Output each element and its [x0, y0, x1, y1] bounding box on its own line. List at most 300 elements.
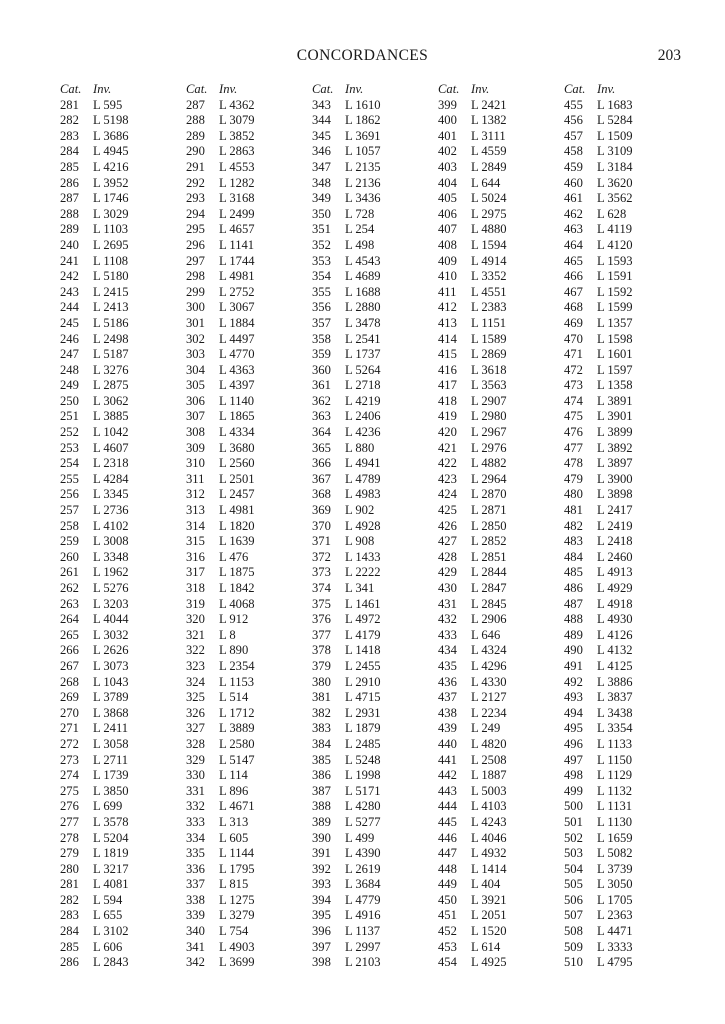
cat-number: 267	[60, 658, 79, 673]
concordance-row	[438, 690, 558, 706]
concordance-row	[312, 378, 432, 394]
column-header	[186, 82, 306, 98]
cat-number: 282	[60, 892, 79, 907]
inv-number: L 3008	[93, 534, 129, 549]
concordance-row	[564, 737, 684, 753]
concordance-row	[564, 144, 684, 160]
concordance-row	[186, 98, 306, 114]
inv-number: L 1144	[219, 846, 255, 861]
inv-number: L 2752	[219, 284, 255, 299]
inv-number: L 4981	[219, 503, 255, 518]
cat-number: 399	[438, 97, 457, 112]
cat-number: 396	[312, 924, 331, 939]
cat-number: 380	[312, 674, 331, 689]
cat-number: 347	[312, 159, 331, 174]
inv-number: L 2863	[219, 144, 255, 159]
inv-number: L 3333	[597, 939, 633, 954]
concordance-row	[564, 659, 684, 675]
inv-number: L 5284	[597, 113, 633, 128]
concordance-row	[186, 363, 306, 379]
concordance-row	[60, 581, 180, 597]
concordance-row	[60, 908, 180, 924]
inv-number: L 1140	[219, 393, 255, 408]
concordance-row	[186, 908, 306, 924]
concordance-row	[186, 628, 306, 644]
concordance-row	[312, 409, 432, 425]
concordance-row	[186, 441, 306, 457]
concordance-row	[564, 846, 684, 862]
inv-number: L 1357	[597, 315, 633, 330]
concordance-column	[312, 82, 432, 971]
cat-number: 337	[186, 877, 205, 892]
inv-number: L 4930	[597, 612, 633, 627]
inv-number: L 1589	[471, 331, 507, 346]
cat-number: 284	[60, 924, 79, 939]
cat-number: 352	[312, 237, 331, 252]
inv-number: L 1520	[471, 924, 507, 939]
inv-number: L 3109	[597, 144, 633, 159]
cat-number: 412	[438, 300, 457, 315]
concordance-row	[60, 503, 180, 519]
concordance-row	[438, 113, 558, 129]
concordance-row	[312, 877, 432, 893]
cat-number: 442	[438, 768, 457, 783]
concordance-row	[186, 191, 306, 207]
cat-number: 459	[564, 159, 583, 174]
concordance-row	[312, 144, 432, 160]
cat-number: 363	[312, 409, 331, 424]
cat-number: 354	[312, 269, 331, 284]
inv-number: L 3684	[345, 877, 381, 892]
concordance-row	[438, 815, 558, 831]
concordance-row	[438, 98, 558, 114]
cat-number: 450	[438, 892, 457, 907]
concordance-row	[186, 519, 306, 535]
concordance-row	[438, 659, 558, 675]
concordance-row	[312, 908, 432, 924]
inv-number: L 1275	[219, 892, 255, 907]
inv-number: L 4362	[219, 97, 255, 112]
inv-number: L 3184	[597, 159, 633, 174]
concordance-row	[60, 815, 180, 831]
inv-number: L 3686	[93, 128, 129, 143]
inv-number: L 1509	[597, 128, 633, 143]
concordance-row	[60, 222, 180, 238]
inv-number: L 3618	[471, 362, 507, 377]
concordance-row	[438, 706, 558, 722]
cat-number: 351	[312, 222, 331, 237]
concordance-row	[312, 768, 432, 784]
inv-number: L 1108	[93, 253, 129, 268]
concordance-row	[312, 300, 432, 316]
cat-number: 419	[438, 409, 457, 424]
concordance-row	[438, 129, 558, 145]
inv-number: L 4126	[597, 627, 633, 642]
inv-number: L 4928	[345, 518, 381, 533]
concordance-row	[186, 425, 306, 441]
cat-number: 288	[60, 206, 79, 221]
inv-number: L 3789	[93, 690, 129, 705]
inv-number: L 1601	[597, 347, 633, 362]
inv-number: L 4284	[93, 471, 129, 486]
concordance-row	[312, 191, 432, 207]
cat-number: 369	[312, 503, 331, 518]
cat-number: 425	[438, 503, 457, 518]
cat-number: 475	[564, 409, 583, 424]
cat-number: 461	[564, 191, 583, 206]
inv-number: L 2363	[597, 908, 633, 923]
cat-number: 474	[564, 393, 583, 408]
concordance-row	[60, 924, 180, 940]
concordance-row	[438, 222, 558, 238]
inv-number: L 4941	[345, 456, 381, 471]
concordance-row	[438, 643, 558, 659]
concordance-row	[312, 238, 432, 254]
cat-number: 293	[186, 191, 205, 206]
cat-number: 443	[438, 783, 457, 798]
inv-number: L 2847	[471, 581, 507, 595]
cat-number: 316	[186, 549, 205, 564]
inv-number: L 1884	[219, 315, 255, 330]
concordance-row	[564, 550, 684, 566]
concordance-row	[186, 254, 306, 270]
inv-number: L 2418	[597, 534, 633, 549]
inv-number: L 4929	[597, 581, 633, 595]
cat-number: 286	[60, 955, 79, 970]
inv-number: L 1610	[345, 97, 381, 112]
inv-number: L 1130	[597, 814, 633, 829]
inv-header: Inv.	[345, 82, 364, 96]
inv-number: L 4981	[219, 269, 255, 284]
cat-number: 370	[312, 518, 331, 533]
concordance-row	[60, 940, 180, 956]
concordance-row	[564, 831, 684, 847]
concordance-row	[186, 456, 306, 472]
inv-number: L 2907	[471, 393, 507, 408]
concordance-row	[438, 784, 558, 800]
concordance-row	[564, 222, 684, 238]
inv-number: L 1705	[597, 892, 633, 907]
inv-number: L 4390	[345, 846, 381, 861]
concordance-row	[60, 144, 180, 160]
inv-number: L 514	[219, 690, 249, 705]
cat-number: 479	[564, 471, 583, 486]
concordance-row	[312, 347, 432, 363]
inv-number: L 1131	[597, 799, 633, 814]
concordance-row	[564, 191, 684, 207]
cat-number: 502	[564, 830, 583, 845]
concordance-column	[60, 82, 180, 971]
inv-number: L 3850	[93, 783, 129, 798]
inv-number: L 2406	[345, 409, 381, 424]
inv-number: L 4770	[219, 347, 255, 362]
inv-number: L 3111	[471, 128, 506, 143]
inv-number: L 2354	[219, 658, 255, 673]
cat-number: 356	[312, 300, 331, 315]
concordance-row	[60, 628, 180, 644]
concordance-row	[186, 534, 306, 550]
cat-number: 257	[60, 503, 79, 518]
concordance-row	[312, 98, 432, 114]
cat-number: 353	[312, 253, 331, 268]
inv-number: L 5024	[471, 191, 507, 206]
concordance-row	[564, 176, 684, 192]
inv-number: L 3203	[93, 596, 129, 611]
inv-number: L 2501	[219, 471, 255, 486]
cat-number: 248	[60, 362, 79, 377]
inv-number: L 1683	[597, 97, 633, 112]
cat-number: 241	[60, 253, 79, 268]
cat-number: 379	[312, 658, 331, 673]
inv-number: L 4689	[345, 269, 381, 284]
concordance-row	[60, 612, 180, 628]
cat-number: 431	[438, 596, 457, 611]
concordance-row	[564, 628, 684, 644]
cat-number: 327	[186, 721, 205, 736]
inv-number: L 476	[219, 549, 249, 564]
inv-number: L 2843	[93, 955, 129, 970]
inv-number: L 5147	[219, 752, 255, 767]
concordance-row	[312, 565, 432, 581]
cat-number: 404	[438, 175, 457, 190]
cat-number: 509	[564, 939, 583, 954]
concordance-row	[186, 862, 306, 878]
inv-number: L 2136	[345, 175, 381, 190]
concordance-row	[564, 409, 684, 425]
concordance-row	[312, 441, 432, 457]
concordance-row	[438, 332, 558, 348]
concordance-row	[564, 285, 684, 301]
inv-number: L 890	[219, 643, 249, 658]
inv-number: L 2499	[219, 206, 255, 221]
cat-number: 258	[60, 518, 79, 533]
inv-number: L 4916	[345, 908, 381, 923]
cat-number: 483	[564, 534, 583, 549]
cat-number: 285	[60, 939, 79, 954]
cat-number: 283	[60, 908, 79, 923]
cat-number: 252	[60, 425, 79, 440]
cat-number: 418	[438, 393, 457, 408]
cat-number: 437	[438, 690, 457, 705]
inv-number: L 2975	[471, 206, 507, 221]
column-header	[60, 82, 180, 98]
inv-number: L 1962	[93, 565, 129, 580]
inv-number: L 2852	[471, 534, 507, 549]
cat-number: 289	[186, 128, 205, 143]
cat-number: 457	[564, 128, 583, 143]
cat-number: 313	[186, 503, 205, 518]
concordance-row	[60, 565, 180, 581]
inv-number: L 4102	[93, 518, 129, 533]
inv-number: L 728	[345, 206, 375, 221]
concordance-row	[186, 300, 306, 316]
cat-number: 434	[438, 643, 457, 658]
cat-number: 388	[312, 799, 331, 814]
cat-number: 460	[564, 175, 583, 190]
concordance-row	[60, 409, 180, 425]
concordance-row	[564, 706, 684, 722]
inv-number: L 114	[219, 768, 248, 783]
inv-number: L 4913	[597, 565, 633, 580]
inv-number: L 4497	[219, 331, 255, 346]
cat-number: 361	[312, 378, 331, 393]
cat-number: 250	[60, 393, 79, 408]
inv-number: L 4914	[471, 253, 507, 268]
concordance-row	[312, 487, 432, 503]
inv-number: L 2619	[345, 861, 381, 876]
inv-number: L 3438	[597, 705, 633, 720]
cat-number: 326	[186, 705, 205, 720]
cat-number: 424	[438, 487, 457, 502]
concordance-row	[312, 737, 432, 753]
concordance-row	[186, 129, 306, 145]
concordance-row	[438, 628, 558, 644]
inv-number: L 1594	[471, 237, 507, 252]
cat-number: 472	[564, 362, 583, 377]
cat-number: 447	[438, 846, 457, 861]
cat-number: 501	[564, 814, 583, 829]
concordance-row	[60, 706, 180, 722]
inv-number: L 1659	[597, 830, 633, 845]
concordance-row	[312, 269, 432, 285]
cat-number: 468	[564, 300, 583, 315]
concordance-row	[186, 597, 306, 613]
inv-number: L 249	[471, 721, 501, 736]
inv-number: L 3837	[597, 690, 633, 705]
concordance-row	[564, 753, 684, 769]
cat-number: 378	[312, 643, 331, 658]
inv-number: L 5198	[93, 113, 129, 128]
cat-number: 319	[186, 596, 205, 611]
inv-number: L 3886	[597, 674, 633, 689]
cat-number: 325	[186, 690, 205, 705]
concordance-row	[186, 831, 306, 847]
inv-number: L 5082	[597, 846, 633, 861]
inv-number: L 1057	[345, 144, 381, 159]
concordance-row	[60, 831, 180, 847]
concordance-row	[438, 581, 558, 597]
concordance-row	[564, 456, 684, 472]
cat-number: 253	[60, 440, 79, 455]
inv-number: L 4553	[219, 159, 255, 174]
inv-number: L 2906	[471, 612, 507, 627]
inv-number: L 5186	[93, 315, 129, 330]
cat-number: 484	[564, 549, 583, 564]
concordance-row	[312, 316, 432, 332]
inv-number: L 880	[345, 440, 375, 455]
inv-number: L 3562	[597, 191, 633, 206]
inv-number: L 8	[219, 627, 236, 642]
cat-number: 291	[186, 159, 205, 174]
cat-number: 489	[564, 627, 583, 642]
cat-number: 281	[60, 97, 79, 112]
concordance-row	[186, 955, 306, 971]
concordance-row	[438, 565, 558, 581]
inv-number: L 4219	[345, 393, 381, 408]
inv-number: L 5264	[345, 362, 381, 377]
concordance-row	[60, 659, 180, 675]
cat-number: 317	[186, 565, 205, 580]
cat-number: 488	[564, 612, 583, 627]
cat-number: 329	[186, 752, 205, 767]
concordance-row	[60, 300, 180, 316]
concordance-row	[312, 425, 432, 441]
inv-number: L 4945	[93, 144, 129, 159]
inv-number: L 4330	[471, 674, 507, 689]
inv-number: L 1795	[219, 861, 255, 876]
concordance-row	[60, 191, 180, 207]
inv-number: L 1688	[345, 284, 381, 299]
cat-number: 246	[60, 331, 79, 346]
concordance-row	[564, 862, 684, 878]
inv-number: L 3062	[93, 393, 129, 408]
concordance-row	[438, 908, 558, 924]
concordance-row	[60, 768, 180, 784]
cat-number: 360	[312, 362, 331, 377]
concordance-row	[186, 753, 306, 769]
cat-number: 449	[438, 877, 457, 892]
concordance-row	[564, 768, 684, 784]
concordance-row	[312, 222, 432, 238]
inv-number: L 4779	[345, 892, 381, 907]
cat-number: 283	[60, 128, 79, 143]
concordance-row	[312, 456, 432, 472]
concordance-row	[438, 737, 558, 753]
cat-number: 295	[186, 222, 205, 237]
concordance-row	[312, 363, 432, 379]
concordance-row	[60, 487, 180, 503]
inv-number: L 1418	[345, 643, 381, 658]
inv-number: L 2967	[471, 425, 507, 440]
concordance-row	[564, 347, 684, 363]
concordance-row	[60, 955, 180, 971]
concordance-row	[60, 550, 180, 566]
inv-number: L 1598	[597, 331, 633, 346]
concordance-row	[564, 908, 684, 924]
concordance-row	[186, 238, 306, 254]
inv-number: L 1151	[471, 315, 507, 330]
cat-number: 265	[60, 627, 79, 642]
concordance-row	[186, 409, 306, 425]
inv-number: L 2127	[471, 690, 507, 705]
inv-number: L 1998	[345, 768, 381, 783]
concordance-row	[60, 269, 180, 285]
cat-number: 458	[564, 144, 583, 159]
inv-number: L 2870	[471, 487, 507, 502]
inv-number: L 2869	[471, 347, 507, 362]
inv-number: L 4044	[93, 612, 129, 627]
inv-number: L 4324	[471, 643, 507, 658]
inv-number: L 2849	[471, 159, 507, 174]
inv-number: L 1132	[597, 783, 633, 798]
cat-number: 416	[438, 362, 457, 377]
inv-number: L 4296	[471, 658, 507, 673]
inv-number: L 1414	[471, 861, 507, 876]
cat-number: 462	[564, 206, 583, 221]
concordance-row	[186, 815, 306, 831]
cat-number: 430	[438, 581, 457, 595]
concordance-row	[564, 675, 684, 691]
cat-number: 391	[312, 846, 331, 861]
cat-number: 411	[438, 284, 457, 299]
inv-number: L 2485	[345, 736, 381, 751]
concordance-row	[186, 503, 306, 519]
concordance-row	[60, 753, 180, 769]
inv-number: L 912	[219, 612, 249, 627]
cat-number: 477	[564, 440, 583, 455]
concordance-row	[186, 176, 306, 192]
concordance-row	[186, 550, 306, 566]
